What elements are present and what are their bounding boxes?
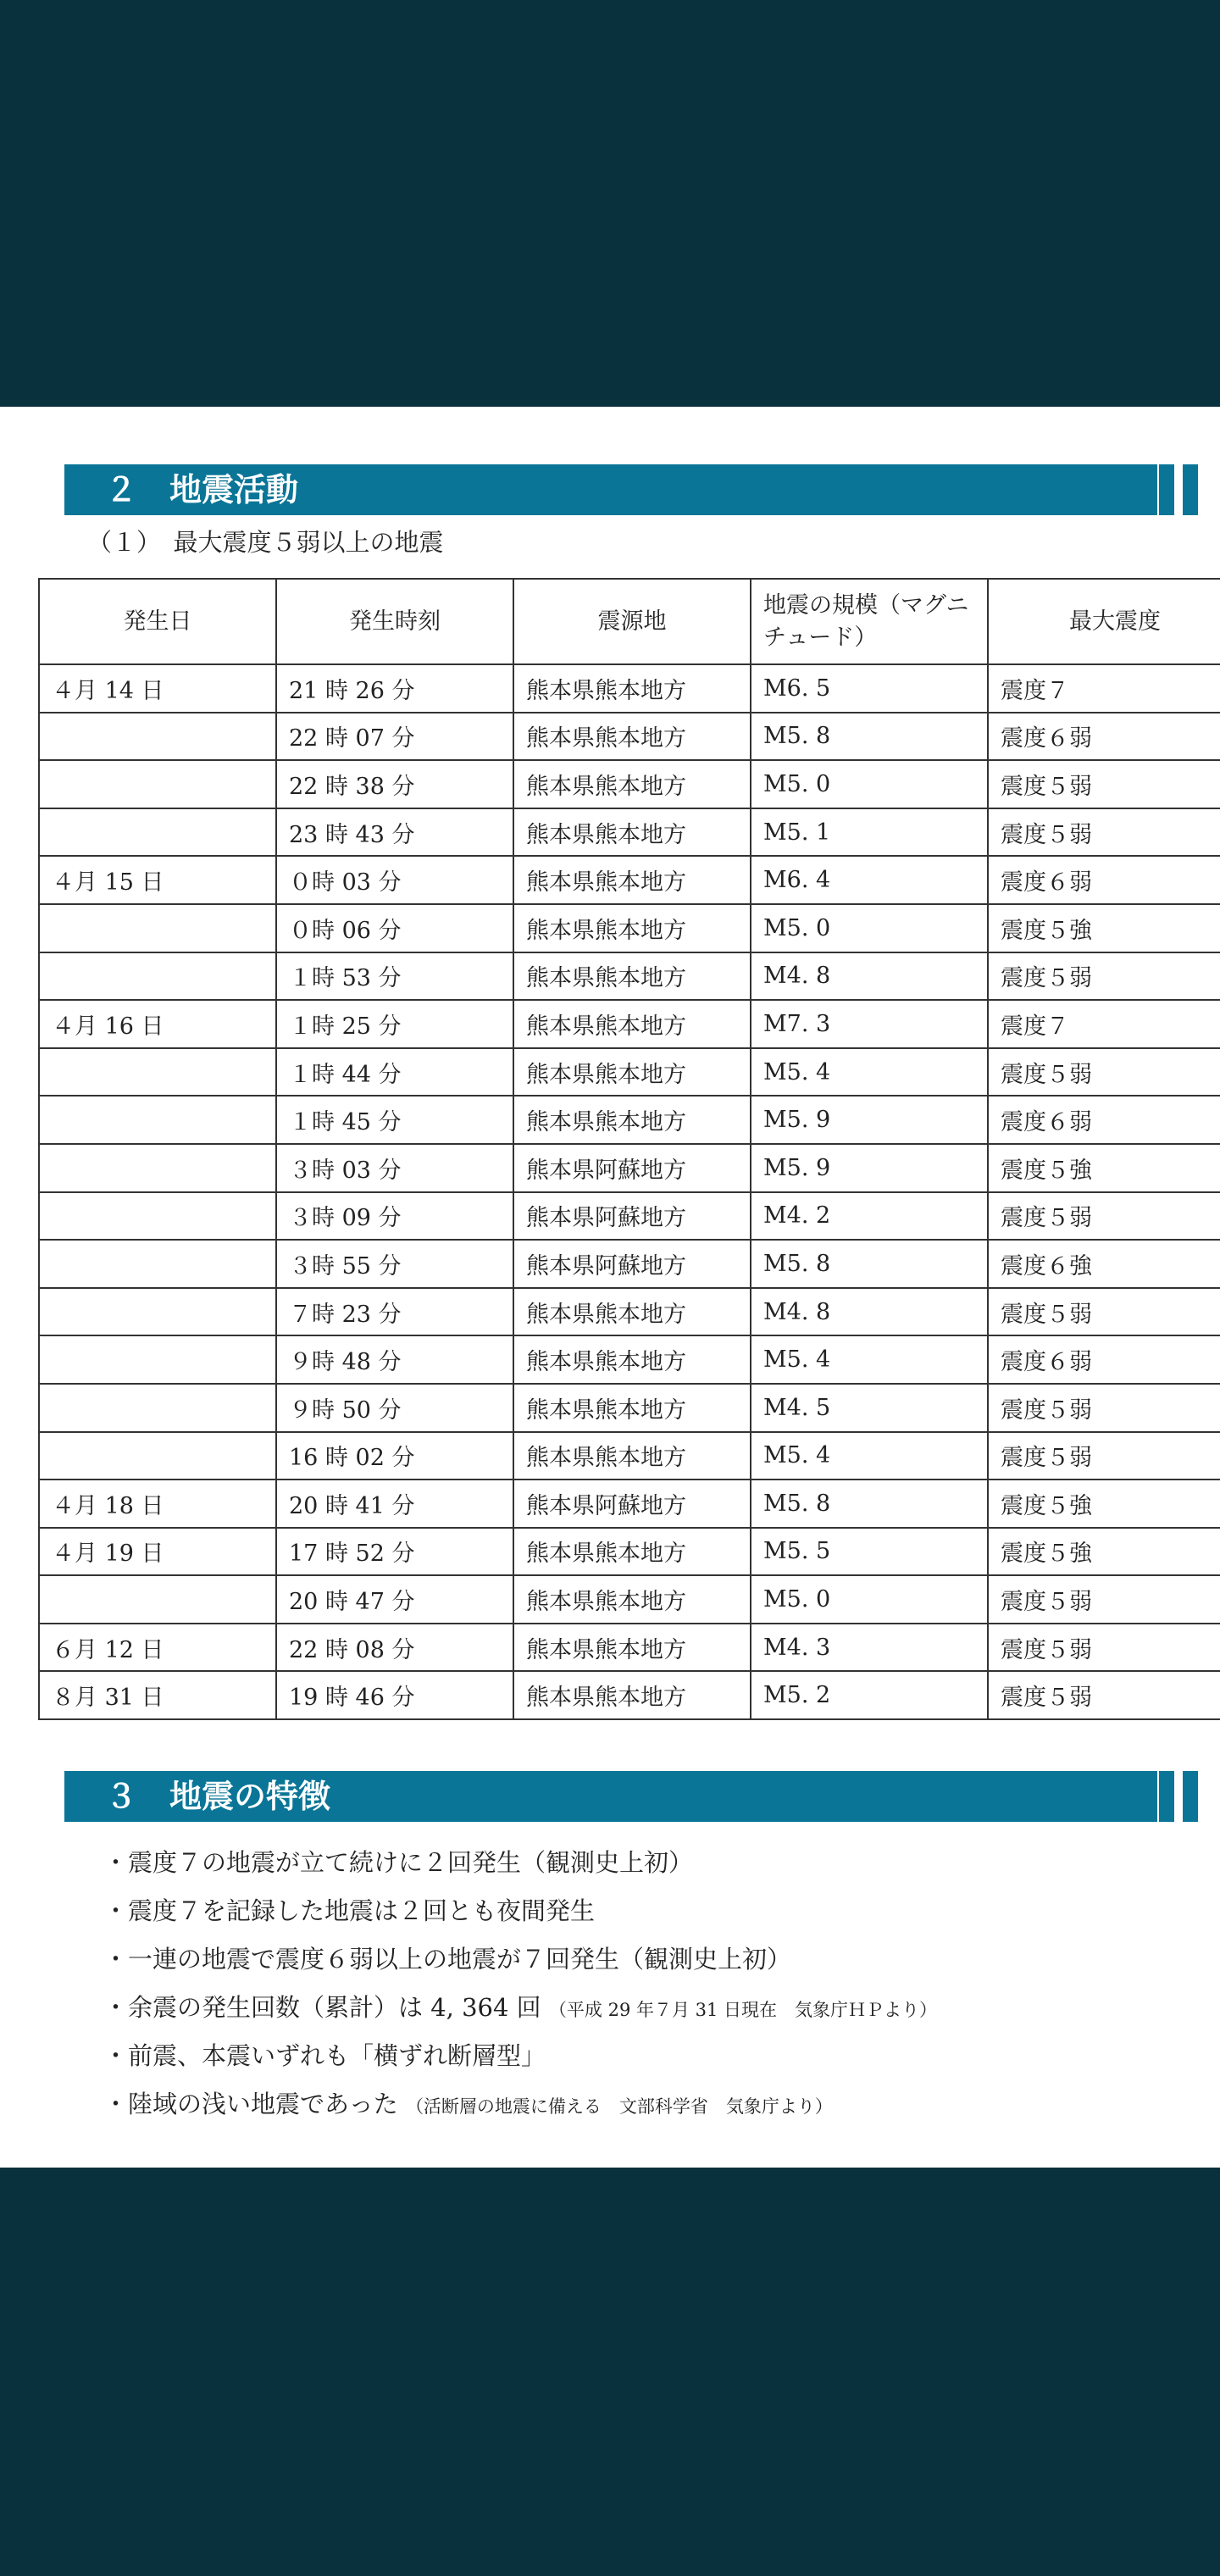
table-row <box>39 760 1220 808</box>
table-caption: （１） 最大震度５弱以上の地震 <box>87 528 444 557</box>
table-header-row <box>39 579 1220 664</box>
epicenter-cell: 熊本県阿蘇地方 <box>513 1480 751 1528</box>
time-cell: 20 時 47 分 <box>276 1575 513 1624</box>
feature-text: ・前震、本震いずれも「横ずれ断層型」 <box>103 2041 546 2070</box>
time-cell: 20 時 41 分 <box>276 1480 513 1528</box>
table-row <box>39 1624 1220 1672</box>
magnitude-cell: M5. 4 <box>751 1048 988 1096</box>
table-row <box>39 952 1220 1001</box>
intensity-cell: 震度５弱 <box>988 1384 1220 1432</box>
time-cell: 19 時 46 分 <box>276 1671 513 1719</box>
earthquake-table <box>38 578 1220 1720</box>
date-cell: ４月 16 日 <box>39 1000 276 1048</box>
feature-item <box>103 1984 937 2032</box>
date-cell <box>39 1575 276 1624</box>
document-page <box>0 407 1220 2168</box>
section-2-heading: ２ 地震活動 <box>105 471 299 508</box>
intensity-cell: 震度６弱 <box>988 856 1220 904</box>
date-cell <box>39 713 276 761</box>
feature-list <box>103 1839 937 2129</box>
table-row <box>39 1671 1220 1719</box>
table-row <box>39 1096 1220 1144</box>
time-cell: ３時 09 分 <box>276 1192 513 1241</box>
intensity-cell: 震度５強 <box>988 904 1220 952</box>
magnitude-cell: M5. 9 <box>751 1144 988 1192</box>
date-cell <box>39 1384 276 1432</box>
intensity-cell: 震度５弱 <box>988 1432 1220 1480</box>
table-row <box>39 1575 1220 1624</box>
epicenter-cell: 熊本県熊本地方 <box>513 952 751 1001</box>
feature-item <box>103 2032 937 2080</box>
header-epicenter: 震源地 <box>513 579 751 664</box>
date-cell: ４月 19 日 <box>39 1528 276 1576</box>
table-row <box>39 808 1220 857</box>
intensity-cell: 震度６弱 <box>988 1335 1220 1384</box>
epicenter-cell: 熊本県熊本地方 <box>513 1335 751 1384</box>
time-cell: 23 時 43 分 <box>276 808 513 857</box>
time-cell: ９時 48 分 <box>276 1335 513 1384</box>
table-row <box>39 1528 1220 1576</box>
intensity-cell: 震度５弱 <box>988 808 1220 857</box>
date-cell: ４月 14 日 <box>39 664 276 713</box>
time-cell: １時 53 分 <box>276 952 513 1001</box>
intensity-cell: 震度５弱 <box>988 1671 1220 1719</box>
time-cell: 16 時 02 分 <box>276 1432 513 1480</box>
date-cell <box>39 904 276 952</box>
magnitude-cell: M5. 8 <box>751 1240 988 1288</box>
epicenter-cell: 熊本県熊本地方 <box>513 808 751 857</box>
table-row <box>39 904 1220 952</box>
feature-item <box>103 1935 937 1984</box>
date-cell <box>39 1240 276 1288</box>
section-2-heading-bar <box>64 464 1157 515</box>
date-cell <box>39 1432 276 1480</box>
date-cell <box>39 1144 276 1192</box>
date-cell: ６月 12 日 <box>39 1624 276 1672</box>
magnitude-cell: M4. 5 <box>751 1384 988 1432</box>
intensity-cell: 震度５弱 <box>988 1192 1220 1241</box>
heading-stripe <box>1159 464 1174 515</box>
table-row <box>39 713 1220 761</box>
time-cell: 17 時 52 分 <box>276 1528 513 1576</box>
date-cell <box>39 1048 276 1096</box>
time-cell: ０時 06 分 <box>276 904 513 952</box>
header-date: 発生日 <box>39 579 276 664</box>
heading-stripe <box>1183 464 1198 515</box>
time-cell: ０時 03 分 <box>276 856 513 904</box>
heading-stripe <box>1159 1771 1174 1822</box>
feature-text: ・震度７を記録した地震は２回とも夜間発生 <box>103 1896 596 1925</box>
epicenter-cell: 熊本県熊本地方 <box>513 664 751 713</box>
time-cell: １時 45 分 <box>276 1096 513 1144</box>
table-row <box>39 1192 1220 1241</box>
table-row <box>39 856 1220 904</box>
table-row <box>39 664 1220 713</box>
time-cell: ７時 23 分 <box>276 1288 513 1336</box>
feature-item <box>103 2080 937 2129</box>
date-cell <box>39 1192 276 1241</box>
table-row <box>39 1432 1220 1480</box>
epicenter-cell: 熊本県熊本地方 <box>513 1671 751 1719</box>
feature-source-note: （平成 29 年７月 31 日現在 気象庁ＨＰより） <box>548 2000 938 2020</box>
date-cell <box>39 1288 276 1336</box>
magnitude-cell: M6. 5 <box>751 664 988 713</box>
feature-item <box>103 1839 937 1887</box>
intensity-cell: 震度５弱 <box>988 1288 1220 1336</box>
date-cell <box>39 808 276 857</box>
epicenter-cell: 熊本県熊本地方 <box>513 713 751 761</box>
epicenter-cell: 熊本県熊本地方 <box>513 760 751 808</box>
intensity-cell: 震度５強 <box>988 1528 1220 1576</box>
feature-text: ・陸域の浅い地震であった <box>103 2090 406 2118</box>
table-row <box>39 1240 1220 1288</box>
table-row <box>39 1384 1220 1432</box>
table-row <box>39 1000 1220 1048</box>
table-row <box>39 1288 1220 1336</box>
feature-source-note: （活断層の地震に備える 文部科学省 気象庁より） <box>405 2096 833 2117</box>
epicenter-cell: 熊本県熊本地方 <box>513 1384 751 1432</box>
epicenter-cell: 熊本県熊本地方 <box>513 1000 751 1048</box>
date-cell <box>39 760 276 808</box>
epicenter-cell: 熊本県熊本地方 <box>513 856 751 904</box>
date-cell: ８月 31 日 <box>39 1671 276 1719</box>
magnitude-cell: M5. 9 <box>751 1096 988 1144</box>
magnitude-cell: M5. 4 <box>751 1432 988 1480</box>
intensity-cell: 震度５弱 <box>988 760 1220 808</box>
date-cell <box>39 952 276 1001</box>
time-cell: ３時 55 分 <box>276 1240 513 1288</box>
epicenter-cell: 熊本県熊本地方 <box>513 904 751 952</box>
magnitude-cell: M5. 4 <box>751 1335 988 1384</box>
intensity-cell: 震度５弱 <box>988 952 1220 1001</box>
epicenter-cell: 熊本県阿蘇地方 <box>513 1240 751 1288</box>
time-cell: ３時 03 分 <box>276 1144 513 1192</box>
magnitude-cell: M5. 0 <box>751 760 988 808</box>
magnitude-cell: M5. 8 <box>751 1480 988 1528</box>
intensity-cell: 震度７ <box>988 1000 1220 1048</box>
magnitude-cell: M5. 1 <box>751 808 988 857</box>
time-cell: 22 時 07 分 <box>276 713 513 761</box>
time-cell: 21 時 26 分 <box>276 664 513 713</box>
magnitude-cell: M5. 5 <box>751 1528 988 1576</box>
time-cell: ９時 50 分 <box>276 1384 513 1432</box>
time-cell: 22 時 08 分 <box>276 1624 513 1672</box>
intensity-cell: 震度５強 <box>988 1480 1220 1528</box>
table-row <box>39 1335 1220 1384</box>
intensity-cell: 震度５弱 <box>988 1048 1220 1096</box>
epicenter-cell: 熊本県熊本地方 <box>513 1048 751 1096</box>
epicenter-cell: 熊本県熊本地方 <box>513 1288 751 1336</box>
date-cell: ４月 18 日 <box>39 1480 276 1528</box>
date-cell <box>39 1335 276 1384</box>
epicenter-cell: 熊本県熊本地方 <box>513 1624 751 1672</box>
date-cell <box>39 1096 276 1144</box>
epicenter-cell: 熊本県熊本地方 <box>513 1096 751 1144</box>
intensity-cell: 震度５強 <box>988 1144 1220 1192</box>
section-3-heading-bar <box>64 1771 1157 1822</box>
magnitude-cell: M5. 0 <box>751 1575 988 1624</box>
magnitude-cell: M4. 8 <box>751 1288 988 1336</box>
epicenter-cell: 熊本県阿蘇地方 <box>513 1144 751 1192</box>
magnitude-cell: M4. 3 <box>751 1624 988 1672</box>
magnitude-cell: M5. 0 <box>751 904 988 952</box>
intensity-cell: 震度５弱 <box>988 1624 1220 1672</box>
header-magnitude: 地震の規模（マグニチュード） <box>751 579 988 664</box>
magnitude-cell: M4. 2 <box>751 1192 988 1241</box>
feature-item <box>103 1887 937 1935</box>
time-cell: 22 時 38 分 <box>276 760 513 808</box>
table-row <box>39 1480 1220 1528</box>
feature-text: ・震度７の地震が立て続けに２回発生（観測史上初） <box>103 1848 694 1877</box>
feature-text: ・一連の地震で震度６弱以上の地震が７回発生（観測史上初） <box>103 1945 792 1974</box>
intensity-cell: 震度６弱 <box>988 713 1220 761</box>
time-cell: １時 44 分 <box>276 1048 513 1096</box>
epicenter-cell: 熊本県熊本地方 <box>513 1432 751 1480</box>
date-cell: ４月 15 日 <box>39 856 276 904</box>
time-cell: １時 25 分 <box>276 1000 513 1048</box>
intensity-cell: 震度６弱 <box>988 1096 1220 1144</box>
epicenter-cell: 熊本県熊本地方 <box>513 1528 751 1576</box>
epicenter-cell: 熊本県熊本地方 <box>513 1575 751 1624</box>
magnitude-cell: M6. 4 <box>751 856 988 904</box>
intensity-cell: 震度５弱 <box>988 1575 1220 1624</box>
intensity-cell: 震度６強 <box>988 1240 1220 1288</box>
header-max-intensity: 最大震度 <box>988 579 1220 664</box>
magnitude-cell: M7. 3 <box>751 1000 988 1048</box>
magnitude-cell: M5. 8 <box>751 713 988 761</box>
epicenter-cell: 熊本県阿蘇地方 <box>513 1192 751 1241</box>
table-row <box>39 1048 1220 1096</box>
magnitude-cell: M4. 8 <box>751 952 988 1001</box>
heading-stripe <box>1183 1771 1198 1822</box>
header-time: 発生時刻 <box>276 579 513 664</box>
intensity-cell: 震度７ <box>988 664 1220 713</box>
table-row <box>39 1144 1220 1192</box>
feature-text: ・余震の発生回数（累計）は 4, 364 回 <box>103 1993 549 2022</box>
magnitude-cell: M5. 2 <box>751 1671 988 1719</box>
section-3-heading: ３ 地震の特徴 <box>105 1778 331 1815</box>
